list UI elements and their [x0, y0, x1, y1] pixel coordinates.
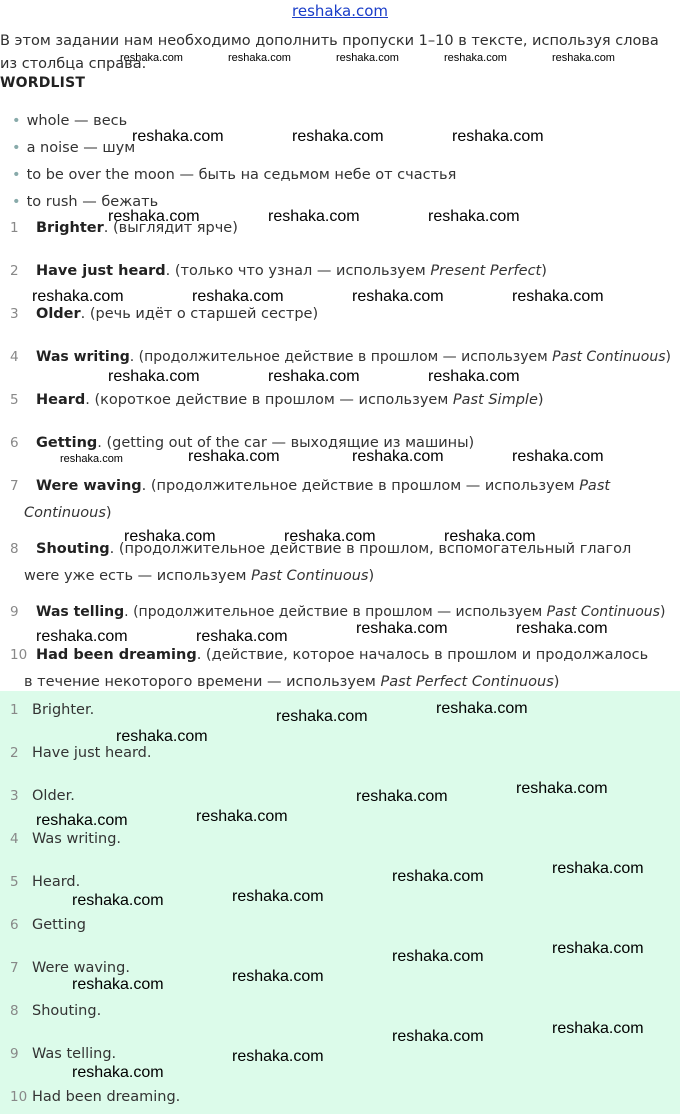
answer-tense: Past Simple: [452, 392, 538, 408]
answer-word: Getting: [36, 435, 98, 451]
watermark: reshaka.com: [552, 940, 644, 957]
answer-note: . (продолжительное действие в прошлом — используем: [129, 349, 553, 365]
watermark: reshaka.com: [352, 288, 444, 305]
answer-word: Was writing: [36, 349, 130, 365]
summary-number: 10: [10, 1089, 28, 1105]
watermark: reshaka.com: [276, 708, 368, 725]
summary-text: Have just heard.: [32, 745, 152, 761]
watermark: reshaka.com: [196, 628, 288, 645]
answer-number: 6: [10, 435, 19, 451]
watermark: reshaka.com: [444, 528, 536, 545]
answer-note-end: ): [537, 392, 544, 408]
wordlist-item-text: a noise — шум: [26, 140, 136, 156]
summary-number: 7: [10, 960, 19, 976]
watermark: reshaka.com: [428, 368, 520, 385]
answer-item: [0, 387, 680, 414]
watermark: reshaka.com: [132, 128, 224, 145]
answer-word: Older: [36, 306, 81, 322]
answer-number: 2: [10, 263, 19, 279]
answer-number: 10: [10, 647, 28, 663]
summary-text: Was writing.: [32, 831, 122, 847]
answer-number: 7: [10, 478, 19, 494]
wordlist-item: [12, 165, 456, 185]
answer-item: [0, 258, 680, 285]
answer-item: [0, 473, 680, 527]
watermark: reshaka.com: [32, 288, 124, 305]
answer-word: Had been dreaming: [36, 647, 197, 663]
watermark: reshaka.com: [196, 808, 288, 825]
summary-text: Was telling.: [32, 1046, 117, 1062]
summary-number: 2: [10, 745, 19, 761]
watermark: reshaka.com: [60, 453, 123, 465]
watermark: reshaka.com: [336, 52, 399, 64]
answer-number: 8: [10, 541, 19, 557]
watermark: reshaka.com: [232, 888, 324, 905]
answer-note: . (только что узнал — используем: [165, 263, 431, 279]
answer-note-end: ): [541, 263, 547, 279]
answer-word: Was telling: [36, 604, 125, 620]
watermark: reshaka.com: [356, 788, 448, 805]
answer-note-end: ): [665, 349, 671, 365]
answer-note: . (продолжительное действие в прошлом — используем: [124, 604, 547, 620]
watermark: reshaka.com: [36, 628, 128, 645]
watermark: reshaka.com: [452, 128, 544, 145]
watermark: reshaka.com: [552, 860, 644, 877]
summary-text: Had been dreaming.: [32, 1089, 181, 1105]
answer-note: . (действие, которое началось в прошлом и продолжалось в течение некоторого времени — используем: [24, 647, 649, 690]
watermark: reshaka.com: [444, 52, 507, 64]
watermark: reshaka.com: [392, 868, 484, 885]
watermark: reshaka.com: [352, 448, 444, 465]
watermark: reshaka.com: [516, 780, 608, 797]
answer-note-end: ): [553, 674, 560, 690]
answer-tense: Past Continuous: [552, 349, 666, 365]
answer-note-end: ): [105, 505, 112, 521]
answer-tense: Present Perfect: [430, 263, 542, 279]
answer-word: Were waving: [36, 478, 142, 494]
watermark: reshaka.com: [392, 1028, 484, 1045]
watermark: reshaka.com: [228, 52, 291, 64]
wordlist-item-text: to be over the moon — быть на седьмом небе от счастья: [26, 167, 457, 183]
answer-number: 3: [10, 306, 19, 322]
watermark: reshaka.com: [516, 620, 608, 637]
watermark: reshaka.com: [72, 976, 164, 993]
answer-item: [0, 344, 680, 371]
summary-text: Were waving.: [32, 960, 130, 976]
answer-number: 4: [10, 349, 19, 365]
answer-note-end: ): [368, 568, 375, 584]
summary-text: Older.: [32, 788, 75, 804]
bullet-icon: •: [12, 113, 21, 129]
watermark: reshaka.com: [552, 52, 615, 64]
watermark: reshaka.com: [188, 448, 280, 465]
answer-number: 5: [10, 392, 19, 408]
watermark: reshaka.com: [512, 288, 604, 305]
answer-tense: Past Continuous: [24, 478, 611, 521]
answer-note: . (продолжительное действие в прошлом — используем: [141, 478, 580, 494]
summary-number: 4: [10, 831, 19, 847]
bullet-icon: •: [12, 167, 21, 183]
summary-number: 9: [10, 1046, 19, 1062]
answer-number: 9: [10, 604, 19, 620]
answer-note: . (выглядит ярче): [103, 220, 238, 236]
watermark: reshaka.com: [72, 1064, 164, 1081]
answer-word: Heard: [36, 392, 86, 408]
watermark: reshaka.com: [284, 528, 376, 545]
wordlist-item-text: whole — весь: [26, 113, 128, 129]
watermark: reshaka.com: [108, 208, 200, 225]
bullet-icon: •: [12, 194, 21, 210]
answer-note: . (речь идёт о старшей сестре): [80, 306, 319, 322]
watermark: reshaka.com: [512, 448, 604, 465]
watermark: reshaka.com: [268, 208, 360, 225]
summary-text: Getting: [32, 917, 86, 933]
answer-item: [0, 642, 680, 696]
summary-text: Brighter.: [32, 702, 95, 718]
answer-note: . (продолжительное действие в прошлом, вспомогательный глагол were уже есть — используем: [24, 541, 632, 584]
watermark: reshaka.com: [124, 528, 216, 545]
wordlist-item: [12, 111, 127, 131]
watermark: reshaka.com: [428, 208, 520, 225]
watermark: reshaka.com: [72, 892, 164, 909]
watermark: reshaka.com: [292, 128, 384, 145]
answer-tense: Past Perfect Continuous: [380, 674, 554, 690]
answer-note: . (короткое действие в прошлом — используем: [85, 392, 453, 408]
summary-number: 5: [10, 874, 19, 890]
answer-tense: Past Continuous: [546, 604, 660, 620]
answer-note-end: ): [659, 604, 666, 620]
watermark: reshaka.com: [192, 288, 284, 305]
answer-word: Have just heard: [36, 263, 166, 279]
watermark: reshaka.com: [116, 728, 208, 745]
watermark: reshaka.com: [108, 368, 200, 385]
wordlist-item: [12, 138, 135, 158]
answer-word: Shouting: [36, 541, 110, 557]
watermark: reshaka.com: [232, 1048, 324, 1065]
watermark: reshaka.com: [232, 968, 324, 985]
answer-number: 1: [10, 220, 19, 236]
summary-number: 6: [10, 917, 19, 933]
watermark: reshaka.com: [392, 948, 484, 965]
watermark: reshaka.com: [36, 812, 128, 829]
watermark: reshaka.com: [436, 700, 528, 717]
watermark: reshaka.com: [356, 620, 448, 637]
answer-word: Brighter: [36, 220, 104, 236]
bullet-icon: •: [12, 140, 21, 156]
watermark: reshaka.com: [552, 1020, 644, 1037]
watermark: reshaka.com: [120, 52, 183, 64]
summary-text: Shouting.: [32, 1003, 102, 1019]
summary-number: 1: [10, 702, 19, 718]
answer-note: . (getting out of the car — выходящие из машины): [97, 435, 475, 451]
wordlist-item-text: to rush — бежать: [26, 194, 159, 210]
watermark: reshaka.com: [268, 368, 360, 385]
summary-text: Heard.: [32, 874, 81, 890]
summary-number: 8: [10, 1003, 19, 1019]
header-site-link[interactable]: reshaka.com: [292, 2, 388, 20]
answer-tense: Past Continuous: [251, 568, 369, 584]
summary-number: 3: [10, 788, 19, 804]
intro-text: В этом задании нам необходимо дополнить пропуски 1–10 в тексте, используя слова из столбца справа.: [0, 33, 659, 72]
wordlist-title: WORDLIST: [0, 75, 86, 91]
